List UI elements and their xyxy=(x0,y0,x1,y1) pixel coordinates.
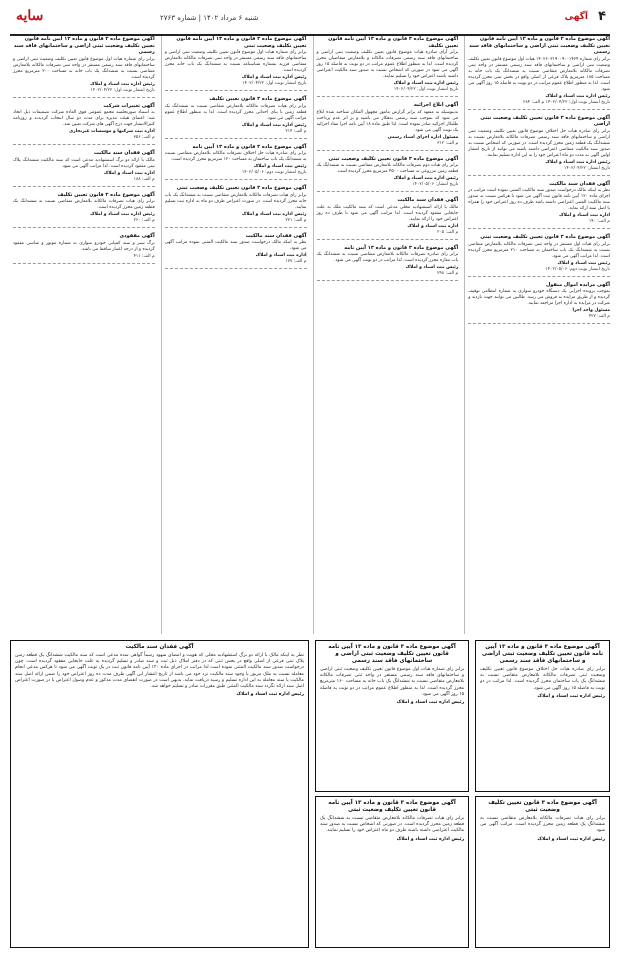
notice xyxy=(165,36,307,91)
notice xyxy=(13,233,155,264)
notice-title: آگهی موضوع ماده ۳ قانون و ماده ۱۳ آیین نامه قانون تعیین تکلیف وضعیت ثبتی اراضی و ساختمانهای فاقد سند رسمی xyxy=(482,644,604,664)
mid-box-1 xyxy=(315,640,469,792)
notice-signature: رئیس اداره ثبت اسناد و املاک xyxy=(545,159,610,165)
notice-body: برابر رای شماره ۱۴۰۲۶۰۳۱۹۰۰۹۰۰۱۴۶۴ هیات اول موضوع قانون تعیین تکلیف وضعیت ثبتی اراضی و ساختمانهای فاقد سند رسمی مستقر در واحد ثبتی تصرفات مالکانه بلامعارض متقاضی نسبت به ششدانگ یک باب خانه به مساحت ۱۸۵ مترمربع پلاک فرعی از اصلی واقع در بخش ثبتی محرز گردیده است. لذا به منظور اطلاع عموم مراتب در دو نوبت به فاصله ۱۵ روز آگهی می شود. xyxy=(468,56,610,92)
notice-body: مالک با ارائه استشهادیه محلی مدعی است که سند مالکیت ملک به علت جابجایی مفقود گردیده است. لذا مراتب آگهی می شود تا ظرف ده روز اعتراض خود را ارائه نمایند. xyxy=(316,204,459,222)
column-1 xyxy=(464,36,610,634)
notice-signature: رئیس اداره ثبت اسناد و املاک xyxy=(393,81,459,86)
notice-reference: تاریخ انتشار: ۱۴۰۲/۰۵/۰۶ xyxy=(412,182,459,187)
notice-title: آگهی تغییرات شرکت xyxy=(103,102,155,109)
notice xyxy=(13,192,155,229)
notice-title: آگهی موضوع ماده ۳ قانون تعیین تکلیف وضعیت ثبتی xyxy=(488,800,597,813)
notice-title: آگهی موضوع ماده ۳ قانون تعیین تکلیف xyxy=(209,96,307,102)
notice xyxy=(317,197,459,240)
notice-body: برابر آرای صادره هیات موضوع قانون تعیین تکلیف وضعیت ثبتی اراضی و ساختمانهای فاقد سند رسمی تصرفات مالکانه و بلامعارض متقاضیان محرز گردیده است. لذا به منظور اطلاع عموم مراتب در دو نوبت به فاصله ۱۵ روز آگهی می شود در صورتی که اشخاص نسبت به صدور سند مالکیت اعتراضی داشته باشند اعتراض خود را تسلیم نمایند. xyxy=(316,50,459,79)
notice-signature: اداره ثبت اسناد و املاک xyxy=(103,170,155,176)
notice xyxy=(468,234,610,277)
notice-signature: مسئول واحد اجرا xyxy=(572,308,610,313)
notice-reference: م الف: ۱۹۰ xyxy=(588,219,610,224)
notice xyxy=(13,150,155,187)
notice-title: آگهی موضوع ماده ۳ قانون و ماده ۱۳ آیین نامه قانون تعیین تکلیف وضعیت ثبتی اراضی و ساختمانهای فاقد سند رسمی xyxy=(13,36,155,55)
notice-title: آگهی موضوع ماده ۳ قانون و ماده ۱۳ آیین نامه قانون تعیین تکلیف وضعیت ثبتی اراضی و ساختمانهای فاقد سند رسمی xyxy=(469,36,610,55)
notice-body: برابر رای هیات دوم تصرفات مالکانه بلامعارض متقاضی نسبت به ششدانگ یک قطعه زمین مزروعی به مساحت ۴۵۰۰ مترمربع محرز گردیده است. xyxy=(316,163,459,174)
notice xyxy=(468,115,610,176)
notice-reference: تاریخ انتشار نوبت دوم: ۱۴۰۲/۰۵/۰۶ xyxy=(241,170,307,175)
notice-signature: رئیس اداره ثبت اسناد و املاک xyxy=(90,212,155,217)
notice xyxy=(317,102,459,151)
paper-logo: سایه xyxy=(16,8,44,24)
notice-body: برابر رای شماره هیات اول موضوع قانون تعیین تکلیف وضعیت ثبتی اراضی و ساختمانهای فاقد سند رسمی مستقر در واحد ثبتی تصرفات مالکانه بلامعارض متقاضی نسبت به ششدانگ یک باب خانه به مساحت ۲۰۰ مترمربع محرز گردیده است. xyxy=(13,56,155,80)
notice-signature: اداره ثبت اسناد و املاک xyxy=(255,253,307,258)
notice-reference: تاریخ انتشار نوبت اول: ۱۴۰۲/۰۴/۲۲ xyxy=(242,81,307,86)
notice xyxy=(165,233,307,270)
notice-body: برابر رای هیات تصرفات مالکانه بلامعارض متقاضی نسبت به ششدانگ یک قطعه زمین محرز گردیده است. در صورتی که اشخاص نسبت به صدور سند مالکیت اعتراضی داشته باشند ظرف دو ماه اعتراض خود را تسلیم نمایند. xyxy=(320,816,465,834)
notice-signature: اداره ثبت اسناد و املاک xyxy=(407,223,459,229)
notice-body: مالک با ارائه دو برگ استشهادیه مدعی است که سند مالکیت ششدانگ پلاک ثبتی مفقود گردیده است. لذا مراتب آگهی می شود. xyxy=(13,157,155,169)
notice xyxy=(468,36,610,110)
notice-body: برابر رای شماره هیات اول موضوع قانون تعیین تکلیف وضعیت ثبتی اراضی و ساختمانهای فاقد سند رسمی مستقر در واحد ثبتی تصرفات مالکانه بلامعارض متقاضی نسبت به ششدانگ یک باب خانه به مساحت ۱۶۰ مترمربع محرز گردیده است. لذا به منظور اطلاع عموم مراتب در دو نوبت به فاصله ۱۵ روز آگهی می شود. xyxy=(320,667,465,697)
side-box-2 xyxy=(475,796,610,948)
notice-title: آگهی موضوع ماده ۳ قانون تعیین تکلیف وضعیت ثبتی xyxy=(328,155,459,162)
notice xyxy=(468,282,610,325)
notice xyxy=(468,181,610,230)
notice-title: آگهی فقدان سند مالکیت xyxy=(93,150,155,156)
notice-signature: مسئول اداره اجرای اسناد رسمی xyxy=(387,134,459,140)
notice-title: آگهی فقدان سند مالکیت xyxy=(549,180,610,187)
notice-body: برابر رای هیات تصرفات مالکانه بلامعارض متقاضی نسبت به ششدانگ یک قطعه زمین محرز گردیده است. مراتب آگهی می شود. xyxy=(480,816,605,834)
notice-body: نظر به اینکه مالک با ارائه دو برگ استشهادیه محلی که هویت و امضای شهود رسماً گواهی شده مدعی است که سند مالکیت ششدانگ یک قطعه زمین پلاک ثبتی فرعی از اصلی واقع در بخش ثبتی که در دفتر املاک ذیل ثبت و سند صادر و تسلیم گردیده به علت جابجایی مفقود گردیده است. چون درخواست صدور سند مالکیت المثنی نموده است لذا مراتب در اجرای ماده ۱۲۰ آیین نامه قانون ثبت در یک نوبت آگهی می شود تا هرکس مدعی انجام معامله نسبت به ملک مزبور یا وجود سند مالکیت نزد خود می باشد از تاریخ انتشار این آگهی ظرف مدت ده روز اعتراض خود را ضمن ارائه اصل سند مالکیت یا سند معامله به این اداره تسلیم و رسید دریافت نماید. بدیهی است در صورت انقضای مدت مذکور و عدم وصول اعتراض یا در صورت اعتراض اصل سند ارائه نگردد سند مالکیت المثنی طبق مقررات صادر و تسلیم خواهد شد. xyxy=(15,653,304,690)
notice-reference: م الف: ۴۱۱ xyxy=(133,253,155,259)
notice-signature: رئیس اداره ثبت اسناد و املاک xyxy=(236,692,304,698)
column-3 xyxy=(161,36,307,634)
notice-body: بدینوسیله به متعهد که برابر گزارش مامور مجهول المکان شناخته شده ابلاغ می شود که بموجب سند رسمی بدهکار می باشید و بر اثر عدم پرداخت طلبکار اجرائیه صادر نموده است. لذا طبق ماده ۱۸ آیین نامه اجرا مفاد اجرائیه یک نوبت آگهی می شود. xyxy=(316,109,459,133)
notice xyxy=(13,103,155,146)
notice-reference: م الف: ۲۹۸ xyxy=(437,271,459,276)
notice-signature: رئیس اداره ثبت اسناد و املاک xyxy=(241,211,307,217)
notice-signature: رئیس اداره ثبت اسناد و املاک xyxy=(90,81,155,87)
notice-title: آگهی موضوع ماده ۳ قانون و ماده ۱۳ آیین نامه قانون تعیین تکلیف وضعیت ثبتی xyxy=(328,800,456,813)
page-number: ۴ xyxy=(598,9,606,24)
notice-signature: رئیس اداره ثبت اسناد و املاک xyxy=(537,693,605,699)
notice-signature: رئیس ثبت اسناد و املاک xyxy=(253,164,307,169)
section-name: آگهی xyxy=(564,12,588,22)
masthead xyxy=(10,6,610,36)
notice-body: به استناد صورتجلسه مجمع عمومی فوق العاده شرکت تصمیمات ذیل اتخاذ شد: اعضای هیئت مدیره برای مدت دو سال انتخاب گردیدند و روزنامه کثیرالانتشار جهت درج آگهی های شرکت تعیین شد. xyxy=(13,110,155,127)
notice-body: برابر رای شماره هیات اول موضوع قانون تعیین تکلیف وضعیت ثبتی اراضی و ساختمانهای فاقد سند رسمی مستقر در واحد ثبتی تصرفات مالکانه بلامعارض متقاضی فرزند بشماره شناسنامه نسبت به ششدانگ یک باب خانه محرز گردیده است. xyxy=(164,50,307,73)
notice-title: آگهی فقدان سند مالکیت xyxy=(125,644,194,650)
notice-reference: م الف: ۱۸۸ xyxy=(133,176,155,182)
notice-title: آگهی موضوع ماده ۳ قانون و ماده ۱۳ آیین نامه قانون تعیین تکلیف وضعیت ثبتی xyxy=(176,36,307,49)
notice-signature: رئیس اداره ثبت اسناد و املاک xyxy=(537,836,605,842)
notice-body: بموجب پرونده اجرایی یک دستگاه خودرو سواری به شماره انتظامی توقیف گردیده و از طریق مزایده به فروش می رسد. طالبین می توانند جهت بازدید و شرکت در مزایده به اداره اجرا مراجعه نمایند. xyxy=(468,289,610,306)
side-box-stack xyxy=(475,640,610,948)
notice-signature: رئیس اداره ثبت اسناد و املاک xyxy=(393,176,459,181)
notice-title: آگهی موضوع ماده ۳ قانون تعیین تکلیف وضعیت ثبتی xyxy=(480,234,610,240)
notice-signature: رئیس اداره ثبت اسناد و املاک xyxy=(545,93,610,99)
notice-title: آگهی ابلاغ اجرائیه xyxy=(413,102,459,108)
notice-title: آگهی موضوع ماده ۳ قانون تعیین تکلیف وضعیت ثبتی اراضی xyxy=(480,114,610,127)
notice-title: آگهی موضوع ماده ۳ قانون تعیین تکلیف xyxy=(57,191,155,198)
notice-title: آگهی فقدان سند مالکیت xyxy=(245,232,307,239)
notice-title: آگهی موضوع ماده ۳ قانون و ماده ۱۳ آیین نامه قانون تعیین تکلیف xyxy=(328,36,459,49)
notice-title: آگهی مزایده اموال منقول xyxy=(545,281,610,288)
notice-body: برابر رای صادره هیات حل اختلاف تصرفات مالکانه بلامعارض متقاضی نسبت به ششدانگ یک باب ساختمان به مساحت ۱۲۰ مترمربع محرز گردیده است. xyxy=(164,151,307,162)
mid-box-2 xyxy=(315,796,469,948)
notice-reference: م الف: ۴۲۷ xyxy=(588,314,610,319)
notice-body: برابر رای هیات اول مستقر در واحد ثبتی تصرفات مالکانه بلامعارض متقاضی نسبت به ششدانگ یک باب ساختمان به مساحت ۲۱۰ مترمربع محرز گردیده است. لذا مراتب آگهی می شود. xyxy=(468,241,610,259)
notice-title: آگهی موضوع ماده ۳ قانون تعیین تکلیف وضعیت ثبتی xyxy=(176,185,307,191)
notice-reference: م الف: ۲۳۱ xyxy=(285,217,307,223)
notice-body: برابر رای صادره تصرفات مالکانه بلامعارض متقاضی نسبت به ششدانگ یک باب مغازه محرز گردیده است. لذا مراتب در دو نوبت آگهی می شود. xyxy=(316,252,459,263)
column-2 xyxy=(313,36,459,634)
notice xyxy=(317,36,459,97)
column-4 xyxy=(10,36,155,634)
notice-signature: رئیس ثبت اسناد و املاک xyxy=(557,260,610,266)
notice xyxy=(13,36,155,98)
notice xyxy=(165,185,307,228)
boxed-notices xyxy=(10,640,610,948)
notice xyxy=(317,245,459,282)
notice-body: نظر به اینکه مالک درخواست صدور سند مالکیت المثنی نموده است مراتب در اجرای ماده ۱۲۰ آیین نامه قانون ثبت آگهی می شود تا هرکس نسبت به صدور سند مالکیت المثنی اعتراضی داشته باشد ظرف ده روز اعتراض خود را همراه با اصل سند ارائه نماید. xyxy=(468,188,610,211)
notice-signature: رئیس اداره ثبت اسناد و املاک xyxy=(241,122,307,128)
notice-body: برابر رای هیات تصرفات مالکانه بلامعارض متقاضی نسبت به ششدانگ یک قطعه زمین محرز گردیده است. xyxy=(13,199,155,210)
notice-reference: تاریخ انتشار نوبت اول: ۱۴۰۲/۰۴/۲۲ xyxy=(90,87,155,93)
issue-line: شنبه ۶ مرداد ۱۴۰۲ | شماره ۲۷۶۳ xyxy=(160,14,259,22)
notice-reference: م الف: ۲۱۴ xyxy=(285,128,307,134)
notice-reference: م الف: ۲۶۰ xyxy=(133,218,155,223)
notice xyxy=(317,156,459,193)
notice xyxy=(165,144,307,181)
notice-reference: تاریخ انتشار نوبت اول: ۱۴۰۲/۰۴/۲۲ xyxy=(393,87,459,92)
mid-box-stack xyxy=(315,640,469,948)
lost-deed-notice xyxy=(10,640,309,948)
notice-body: برابر رای صادره هیات حل اختلاف موضوع قانون تعیین تکلیف وضعیت ثبتی تصرفات مالکانه بلامعارض متقاضی نسبت به ششدانگ یک باب ساختمان محرز گردیده است. لذا مراتب در دو نوبت به فاصله ۱۵ روز آگهی می شود. xyxy=(480,667,605,691)
notice-signature: رئیس ثبت اسناد و املاک xyxy=(405,265,459,270)
notice-title: آگهی موضوع ماده ۳ قانون و ماده ۱۳ آیین نامه قانون تعیین تکلیف وضعیت ثبتی اراضی و ساختمانهای فاقد سند رسمی xyxy=(328,644,456,664)
notice-reference: م الف: ۳۵۶ xyxy=(133,135,155,140)
notice-signature: اداره ثبت شرکتها و موسسات غیرتجاری xyxy=(69,129,155,134)
notice-title: آگهی فقدان سند مالکیت xyxy=(397,197,459,203)
notice-reference: تاریخ انتشار نوبت اول: ۱۴۰۲/۰۴/۲۲ م الف: ۲۸۴ xyxy=(523,99,610,105)
notice-title: آگهی موضوع ماده ۳ قانون و ماده ۱۳ آیین نامه xyxy=(192,143,307,150)
notice-signature: اداره ثبت اسناد و املاک xyxy=(559,213,610,218)
notice-reference: م الف: ۱۷۷ xyxy=(285,259,307,264)
notice-reference: م الف: ۲۰۵ xyxy=(437,229,459,235)
notice-body: برابر رای صادره هیات حل اختلاف موضوع قانون تعیین تکلیف وضعیت ثبتی اراضی و ساختمانهای فاقد سند رسمی تصرفات مالکانه بلامعارض نسبت به ششدانگ یک قطعه زمین محرز گردیده است. در صورتی که اشخاص نسبت به صدور سند مالکیت متقاضی اعتراضی داشته باشند می توانند از تاریخ انتشار اولین آگهی به مدت دو ماه اعتراض خود را به این اداره تسلیم نمایند. xyxy=(468,128,610,158)
notice-title: آگهی موضوع ماده ۳ قانون و ماده ۱۳ آیین نامه xyxy=(344,244,459,251)
notice-signature: رئیس اداره ثبت اسناد و املاک xyxy=(396,700,465,706)
notice-reference: تاریخ انتشار: ۱۴۰۲/۰۴/۲۲ xyxy=(564,165,610,171)
notice-body: برابر رای هیات تصرفات مالکانه بلامعارض متقاضی نسبت به ششدانگ یک قطعه زمین با بنای احداثی محرز گردیده است. لذا به منظور اطلاع عموم مراتب آگهی می شود. xyxy=(164,103,307,121)
side-box-1 xyxy=(475,640,610,792)
notice-reference: م الف: ۳۱۲ xyxy=(437,140,459,146)
notice-signature: رئیس اداره ثبت اسناد و املاک xyxy=(396,836,465,842)
notice-columns xyxy=(10,36,610,634)
notice-body: برگ سبز و سند کمپانی خودرو سواری به شماره موتور و شاسی مفقود گردیده و از درجه اعتبار ساقط می باشد. xyxy=(13,240,155,252)
notice-title: آگهی مفقودی xyxy=(119,233,155,239)
notice-signature: رئیس اداره ثبت اسناد و املاک xyxy=(241,75,307,80)
notice-body: نظر به اینکه مالک درخواست صدور سند مالکیت المثنی نموده مراتب آگهی می شود. xyxy=(164,240,307,251)
notice-body: برابر رای هیات تصرفات مالکانه بلامعارض متقاضی نسبت به ششدانگ یک باب خانه محرز گردیده است. در صورت اعتراض ظرف دو ماه به اداره ثبت تسلیم نمایند. xyxy=(164,192,307,210)
notice xyxy=(165,96,307,139)
notice-reference: تاریخ انتشار نوبت دوم: ۱۴۰۲/۰۵/۰۶ xyxy=(545,266,610,272)
